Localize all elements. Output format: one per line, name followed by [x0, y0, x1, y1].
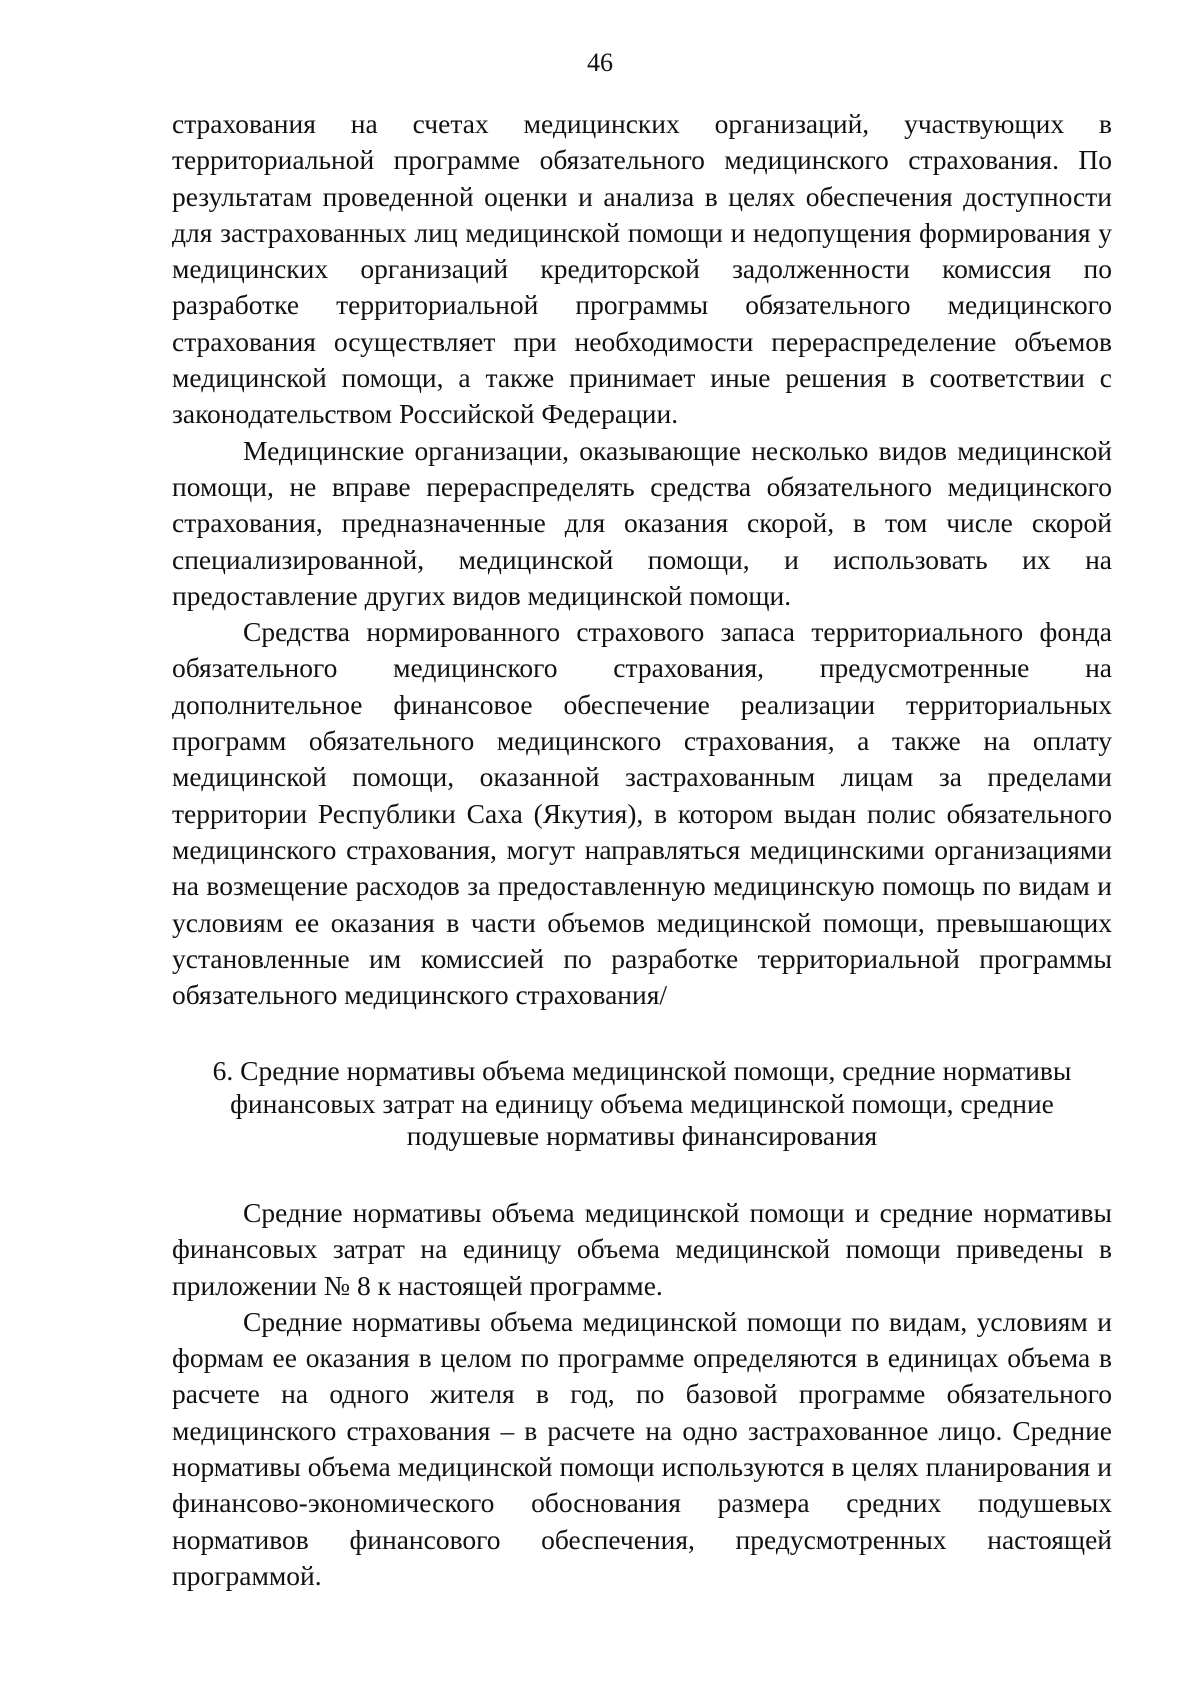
paragraph-continuation: страхования на счетах медицинских организаций, участвующих в территориальной программе обязательного медицинского страхования. По результатам проведенной оценки и анализа в целях обеспечения доступности для застрахованных лиц медицинской помощи и недопущения формирования у медицинских организаций кредиторской задолженности комиссия по разработке территориальной программы обязательного медицинского страхования осуществляет при необходимости перераспределение объемов медицинской помощи, а также принимает иные решения в соответствии с законодательством Российской Федерации.	[172, 108, 1112, 430]
section-heading-line: финансовых затрат на единицу объема медицинской помощи, средние	[230, 1087, 1054, 1119]
paragraph-medical-organizations: Медицинские организации, оказывающие несколько видов медицинской помощи, не вправе перераспределять средства обязательного медицинского страхования, предназначенные для оказания скорой, в том числе скорой специализированной, медицинской помощи, и использовать их на предоставление других видов медицинской помощи.	[172, 434, 1112, 611]
paragraph-insurance-reserve: Средства нормированного страхового запаса территориального фонда обязательного медицинского страхования, предусмотренные на дополнительное финансовое обеспечение реализации территориальных программ обязательного медицинского страхования, а также на оплату медицинской помощи, оказанной застрахованным лицам за пределами территории Республики Саха (Якутия), в котором выдан полис обязательного медицинского страхования, могут направляться медицинскими организациями на возмещение расходов за предоставленную медицинскую помощь по видам и условиям ее оказания в части объемов медицинской помощи, превышающих установленные им комиссией по разработке территориальной программы обязательного медицинского страхования/	[172, 616, 1112, 1011]
section-heading	[172, 1055, 1112, 1153]
paragraph-appendix-reference: Средние нормативы объема медицинской помощи и средние нормативы финансовых затрат на единицу объема медицинской помощи приведены в приложении № 8 к настоящей программе.	[172, 1196, 1112, 1301]
paragraph-volume-norms: Средние нормативы объема медицинской помощи по видам, условиям и формам ее оказания в целом по программе определяются в единицах объема в расчете на одного жителя в год, по базовой программе обязательного медицинского страхования – в расчете на одно застрахованное лицо. Средние нормативы объема медицинской помощи используются в целях планирования и финансово-экономического обоснования размера средних подушевых нормативов финансового обеспечения, предусмотренных настоящей программой.	[172, 1305, 1112, 1591]
section-heading-line: 6. Средние нормативы объема медицинской помощи, средние нормативы	[212, 1055, 1072, 1087]
document-body	[172, 106, 1112, 1594]
section-heading-line: подушевые нормативы финансирования	[406, 1120, 878, 1152]
page-number: 46	[587, 48, 613, 77]
